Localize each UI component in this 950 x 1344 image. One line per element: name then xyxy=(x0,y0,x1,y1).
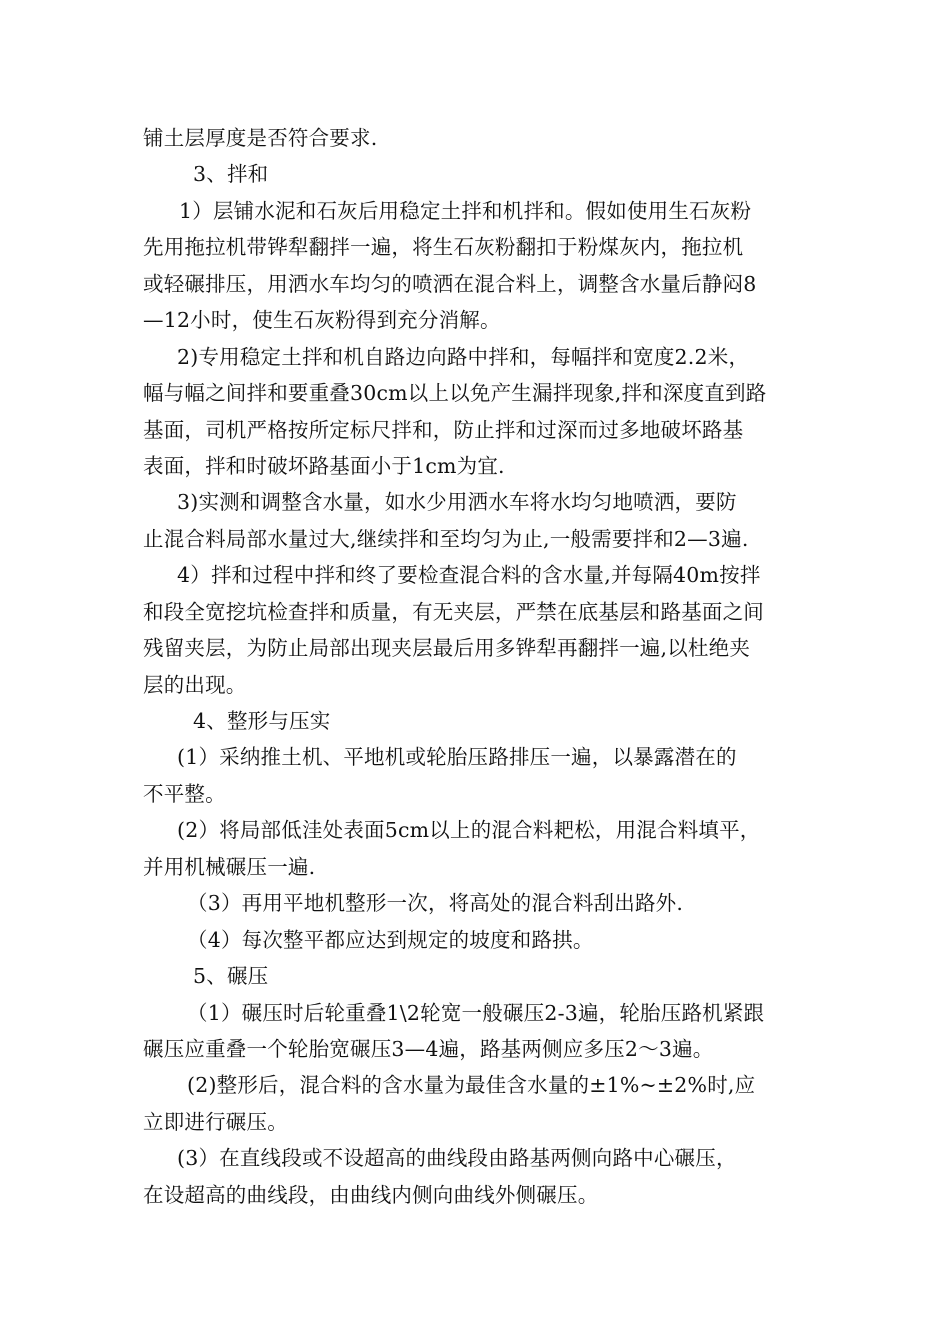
text-line: 在设超高的曲线段，由曲线内侧向曲线外侧碾压。 xyxy=(143,1182,599,1207)
text-line: 1）层铺水泥和石灰后用稳定土拌和机拌和。假如使用生石灰粉 xyxy=(179,198,752,223)
text-line: 2)专用稳定土拌和机自路边向路中拌和，每幅拌和宽度2.2米， xyxy=(177,344,750,369)
text-line: （3）再用平地机整形一次，将高处的混合料刮出路外. xyxy=(187,891,684,916)
text-line: 4、整形与压实 xyxy=(193,709,331,733)
text-line: （4）每次整平都应达到规定的坡度和路拱。 xyxy=(187,927,594,952)
text-line: (2）将局部低洼处表面5cm以上的混合料耙松，用混合料填平， xyxy=(177,818,761,843)
text-line: —12小时，使生石灰粉得到充分消解。 xyxy=(143,308,501,333)
text-line: 铺土层厚度是否符合要求. xyxy=(143,126,378,150)
text-line: 先用拖拉机带铧犁翻拌一遍，将生石灰粉翻扣于粉煤灰内，拖拉机 xyxy=(143,235,744,260)
text-line: （1）碾压时后轮重叠1\2轮宽一般碾压2-3遍，轮胎压路机紧跟 xyxy=(187,1000,765,1025)
text-line: (1）采纳推土机、平地机或轮胎压路排压一遍，以暴露潜在的 xyxy=(177,745,737,770)
text-line: 和段全宽挖坑检查拌和质量，有无夹层，严禁在底基层和路基面之间 xyxy=(143,599,764,624)
text-line: 3、拌和 xyxy=(193,162,269,187)
text-line: (3）在直线段或不设超高的曲线段由路基两侧向路中心碾压， xyxy=(177,1146,737,1171)
text-line: 基面，司机严格按所定标尺拌和，防止拌和过深而过多地破坏路基 xyxy=(143,417,744,442)
text-line: 3)实测和调整含水量，如水少用洒水车将水均匀地喷洒，要防 xyxy=(177,490,737,515)
text-line: 幅与幅之间拌和要重叠30cm以上以免产生漏拌现象,拌和深度直到路 xyxy=(143,381,767,406)
text-line: 残留夹层，为防止局部出现夹层最后用多铧犁再翻拌一遍,以杜绝夹 xyxy=(143,636,751,661)
text-line: 表面，拌和时破坏路基面小于1cm为宜. xyxy=(143,453,505,478)
text-line: (2)整形后，混合料的含水量为最佳含水量的±1%~±2%时,应 xyxy=(187,1073,756,1098)
text-line: 碾压应重叠一个轮胎宽碾压3—4遍，路基两侧应多压2～3遍。 xyxy=(143,1036,714,1061)
document-body xyxy=(143,120,823,1213)
text-line: 或轻碾排压，用洒水车均匀的喷洒在混合料上，调整含水量后静闷8 xyxy=(143,271,757,296)
text-line: 止混合料局部水量过大,继续拌和至均匀为止,一般需要拌和2—3遍. xyxy=(143,526,749,551)
text-line: 并用机械碾压一遍. xyxy=(143,854,316,879)
text-line: 5、碾压 xyxy=(193,964,269,989)
text-line: 4）拌和过程中拌和终了要检查混合料的含水量,并每隔40m按拌 xyxy=(177,563,761,588)
text-line: 不平整。 xyxy=(143,781,226,806)
text-line: 立即进行碾压。 xyxy=(143,1109,288,1134)
text-line: 层的出现。 xyxy=(143,672,247,697)
